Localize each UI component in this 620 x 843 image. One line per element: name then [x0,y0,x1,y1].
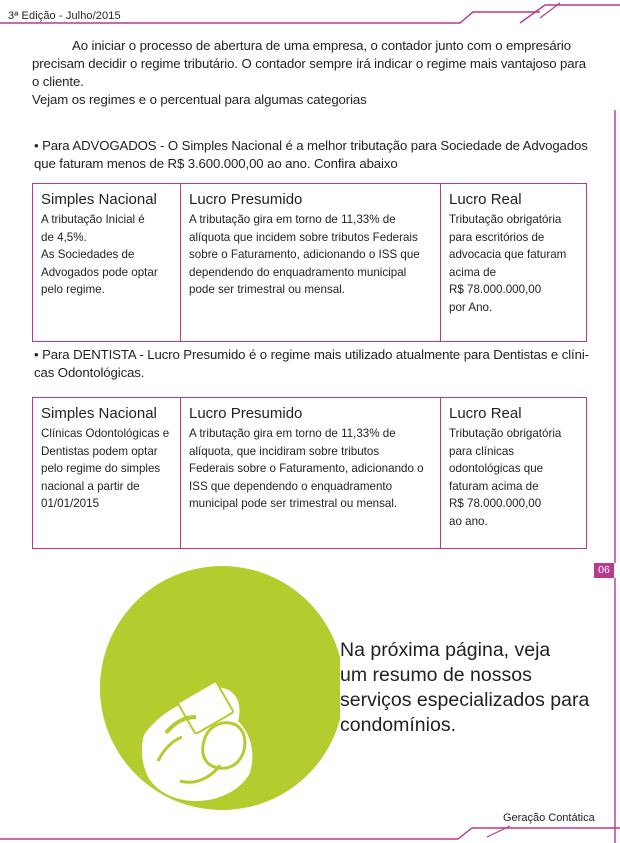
cell-line: R$ 78.000.000,00 [449,497,542,511]
column-title: Lucro Real [449,191,522,208]
teaser-line: um resumo de nossos [340,664,532,686]
next-page-teaser [340,638,600,738]
intro-line: Vejam os regimes e o percentual para algumas categorias [32,92,367,107]
intro-line: Ao iniciar o processo de abertura de uma empresa, o contador junto com o empresário [72,38,571,53]
footer-brand: Geração Contática [503,812,595,824]
person-with-ipad-illustration [100,565,340,815]
simples-nacional-cell [33,398,181,549]
dentista-regime-table [32,397,587,549]
cell-line: A tributação gira em torno de 11,33% de [189,213,396,226]
lucro-real-cell [441,398,587,549]
cell-line: pelo regime do simples [41,462,161,476]
cell-line: advocacia que faturam [449,248,567,262]
cell-line: sobre o Faturamento, adicionando o ISS que [189,248,420,262]
bullet-line: cas Odontológicas. [34,365,145,380]
column-title: Lucro Real [449,405,522,422]
bullet-line: • Para ADVOGADOS - O Simples Nacional é a melhor tributação para Sociedade de Advogados [34,138,588,153]
cell-line: por Ano. [449,300,493,314]
cell-line: para escritórios de [449,230,545,244]
simples-nacional-cell [33,184,181,342]
teaser-line: serviços especializados para [340,689,590,711]
lucro-real-cell [441,184,587,342]
column-title: Simples Nacional [41,191,157,208]
cell-line: pode ser trimestral ou mensal. [189,283,345,297]
cell-line: 01/01/2015 [41,497,100,511]
cell-line: Clínicas Odontológicas e [41,427,170,440]
cell-line: Tributação obrigatória [449,213,562,226]
teaser-line: condomínios. [340,714,456,736]
dentista-bullet [34,346,594,382]
cell-line: Tributação obrigatória [449,427,562,440]
cell-line: faturam acima de [449,479,539,493]
cell-line: acima de [449,265,497,279]
cell-line: nacional a partir de [41,479,140,493]
column-title: Lucro Presumido [189,405,303,422]
cell-line: alíquota que incidem sobre tributos Federais [189,230,418,244]
cell-line: A tributação Inicial é [41,213,145,226]
lucro-presumido-cell [181,398,441,549]
cell-line: pelo regime. [41,283,105,297]
cell-line: odontológicas que [449,462,544,476]
column-title: Lucro Presumido [189,191,303,208]
edition-label: 3ª Edição - Julho/2015 [8,10,121,22]
bullet-line: que faturam menos de R$ 3.600.000,00 ao ano. Confira abaixo [34,156,398,171]
intro-line: precisam decidir o regime tributário. O contador sempre irá indicar o regime mais vantajoso para [32,56,587,71]
intro-paragraph [32,37,592,109]
column-title: Simples Nacional [41,405,157,422]
cell-line: de 4,5%. [41,230,87,244]
intro-line: o cliente. [32,74,84,89]
cell-line: para clínicas [449,444,515,458]
cell-line: municipal pode ser trimestral ou mensal. [189,497,398,511]
advogados-regime-table [32,183,587,342]
cell-line: alíquota, que incidiram sobre tributos [189,444,380,458]
cell-line: A tributação gira em torno de 11,33% de [189,427,396,440]
cell-line: ISS que dependendo o enquadramento [189,479,393,493]
teaser-line: Na próxima página, veja [340,639,551,661]
bullet-line: • Para DENTISTA - Lucro Presumido é o regime mais utilizado atualmente para Dentistas e clíni- [34,347,589,362]
lucro-presumido-cell [181,184,441,342]
cell-line: ao ano. [449,514,488,528]
advogados-bullet [34,137,594,173]
page-number-badge: 06 [594,563,614,578]
cell-line: As Sociedades de [41,248,135,262]
cell-line: Federais sobre o Faturamento, adicionando o [189,462,424,476]
cell-line: R$ 78.000.000,00 [449,283,542,297]
cell-line: dependendo do enquadramento municipal [189,265,407,279]
cell-line: Advogados pode optar [41,265,158,279]
cell-line: Dentistas podem optar [41,444,158,458]
